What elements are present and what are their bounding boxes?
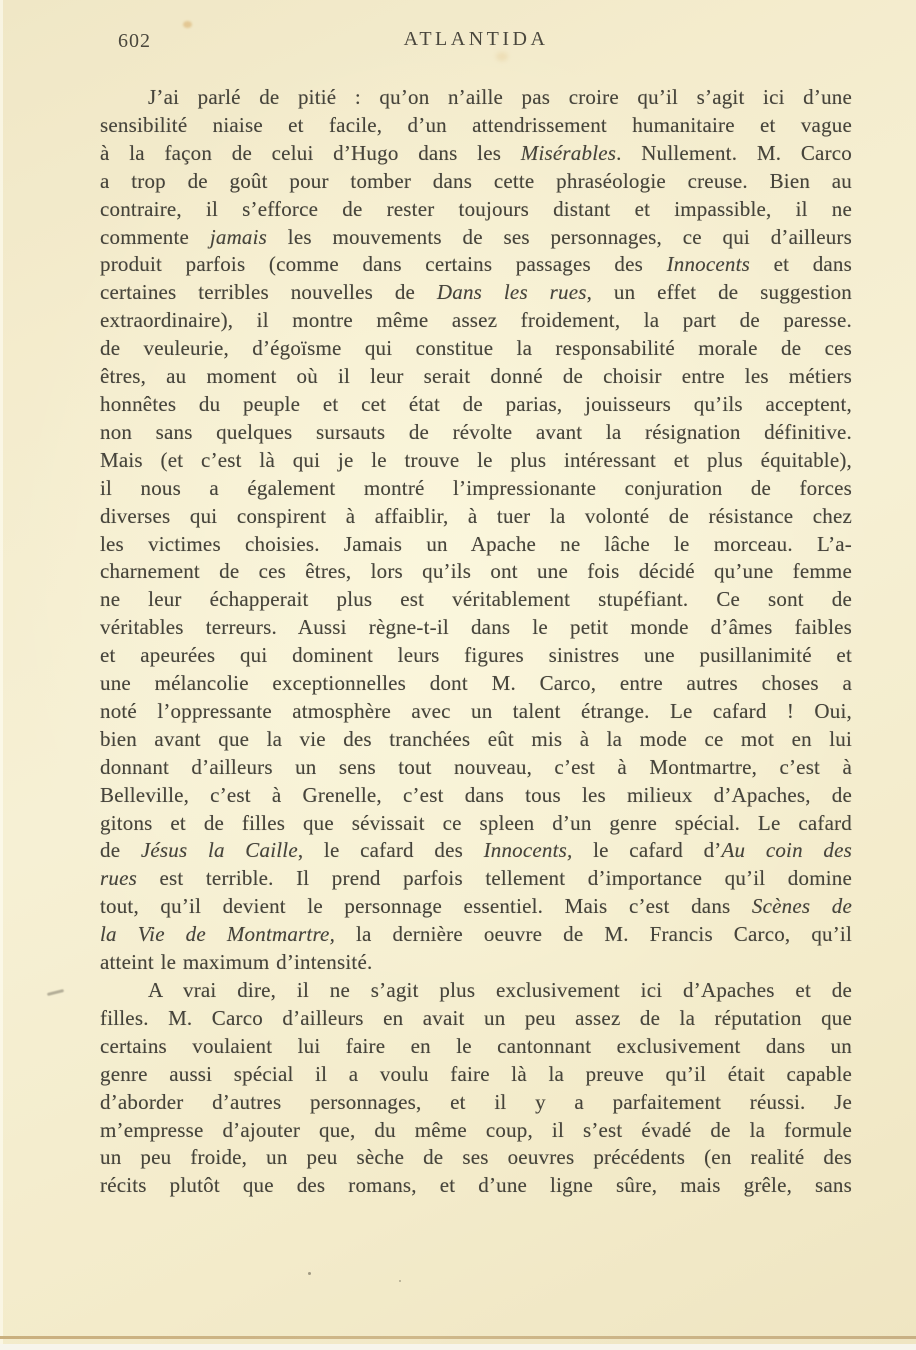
text-line: de veuleurie, d’égoïsme qui constitue la responsabilité morale de ces [100,336,852,361]
text-line: charnement de ces êtres, lors qu’ils ont une fois décidé qu’une femme [100,559,852,584]
text-line: extraordinaire), il montre même assez froidement, la part de paresse. [100,308,852,333]
text-line: diverses qui conspirent à affaiblir, à tuer la volonté de résistance chez [100,503,852,528]
text-line: m’empresse d’ajouter que, du même coup, il s’est évadé de la formule [100,1117,852,1142]
text-line: une mélancolie exceptionnelles dont M. Carco, entre autres choses a [100,671,852,696]
margin-pencil-mark [47,989,64,996]
text-line: véritables terreurs. Aussi règne-t-il dans le petit monde d’âmes faibles [100,615,852,640]
text-line: tout, qu’il devient le personnage essentiel. Mais c’est dans Scènes de [100,894,852,919]
running-head [100,28,852,58]
text-line: a trop de goût pour tomber dans cette phraséologie creuse. Bien au [100,168,852,193]
text-line: Belleville, c’est à Grenelle, c’est dans tous les milieux d’Apaches, de [100,782,852,807]
text-line: donnant d’ailleurs un sens tout nouveau, c’est à Montmartre, c’est à [100,754,852,779]
text-line: à la façon de celui d’Hugo dans les Misérables. Nullement. M. Carco [100,140,852,165]
text-line: gitons et de filles que sévissait ce spleen d’un genre spécial. Le cafard [100,810,852,835]
text-line: genre aussi spécial il a voulu faire là la preuve qu’il était capable [100,1061,852,1086]
text-line: atteint le maximum d’intensité. [100,950,373,975]
text-line: bien avant que la vie des tranchées eût mis à la mode ce mot en lui [100,726,852,751]
text-line: un peu froide, un peu sèche de ses oeuvres précédents (en realité des [100,1145,852,1170]
paper-stain [183,21,192,28]
text-line: récits plutôt que des romans, et d’une ligne sûre, mais grêle, sans [100,1173,852,1198]
scan-background-strip [0,1344,916,1350]
text-line: rues est terrible. Il prend parfois tellement d’importance qu’il domine [100,866,852,891]
text-line: noté l’oppressante atmosphère avec un talent étrange. Le cafard ! Oui, [100,698,852,723]
text-line: de Jésus la Caille, le cafard des Innocents, le cafard d’Au coin des [100,838,852,863]
text-line: ne leur échapperait plus est véritablement stupéfiant. Ce sont de [100,587,852,612]
text-line: non sans quelques sursauts de révolte avant la résignation définitive. [100,419,852,444]
text-line: honnêtes du peuple et cet état de parias, jouisseurs qu’ils acceptent, [100,391,852,416]
text-line: la Vie de Montmartre, la dernière oeuvre de M. Francis Carco, qu’il [100,922,852,947]
paper-speck [399,1280,401,1282]
text-line: il nous a également montré l’impressionante conjuration de forces [100,475,852,500]
text-line: Mais (et c’est là qui je le trouve le plus intéressant et plus équitable), [100,447,852,472]
page-body-text [100,84,852,1200]
text-line: d’aborder d’autres personnages, et il y a parfaitement réussi. Je [100,1089,852,1114]
scan-left-edge [0,0,3,1350]
text-line: commente jamais les mouvements de ses personnages, ce qui d’ailleurs [100,224,852,249]
paper-stain [496,52,508,61]
text-line: êtres, au moment où il leur serait donné de choisir entre les métiers [100,364,852,389]
text-line: sensibilité niaise et facile, d’un attendrissement humanitaire et vague [100,112,852,137]
page-number: 602 [118,30,151,52]
text-line: certains voulaient lui faire en le cantonnant exclusivement dans un [100,1033,852,1058]
text-line: contraire, il s’efforce de rester toujours distant et impassible, il ne [100,196,852,221]
text-line: produit parfois (comme dans certains passages des Innocents et dans [100,252,852,277]
text-line: certaines terribles nouvelles de Dans les rues, un effet de suggestion [100,280,852,305]
text-line: les victimes choisies. Jamais un Apache ne lâche le morceau. L’a- [100,531,852,556]
text-line: A vrai dire, il ne s’agit plus exclusivement ici d’Apaches et de [148,978,852,1002]
running-head-title: ATLANTIDA [403,28,549,50]
text-line: filles. M. Carco d’ailleurs en avait un peu assez de la réputation que [100,1005,852,1030]
text-line: J’ai parlé de pitié : qu’on n’aille pas croire qu’il s’agit ici d’une [148,85,852,109]
text-line: et apeurées qui dominent leurs figures sinistres une pusillanimité et [100,643,852,668]
paper-speck [308,1272,311,1275]
